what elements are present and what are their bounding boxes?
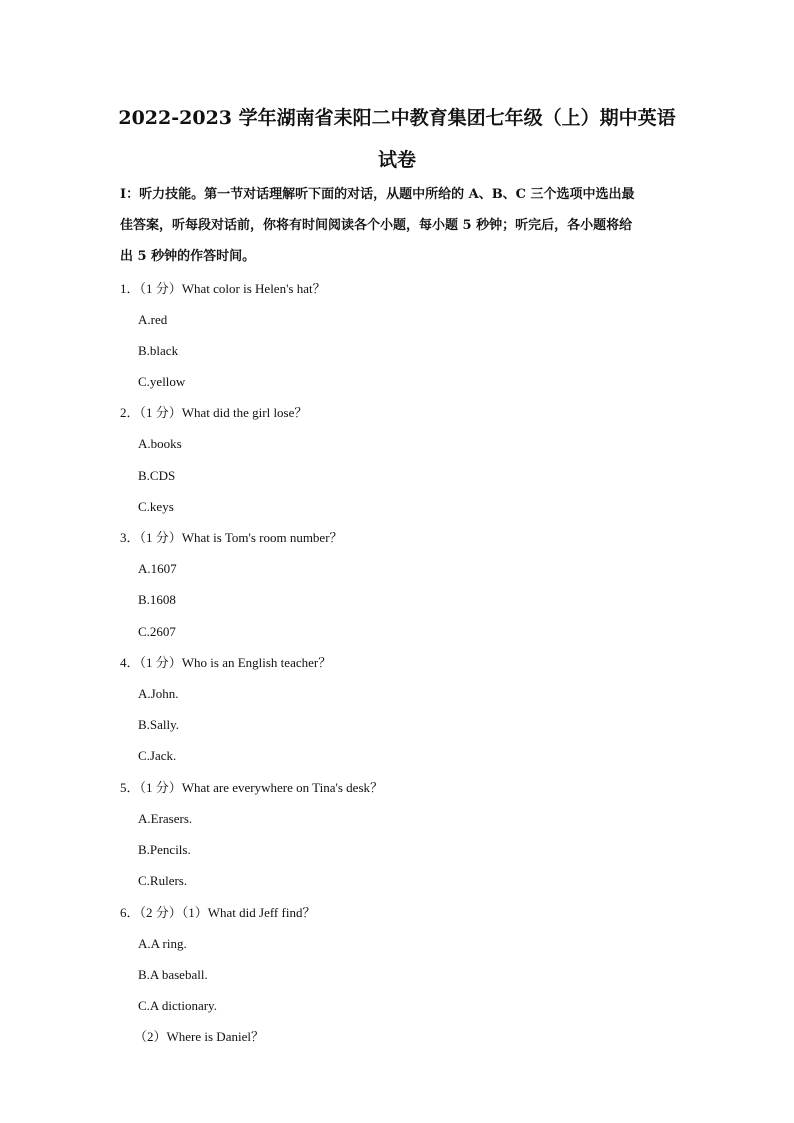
question-3-stem: 3．（1 分）What is Tom's room number？ xyxy=(120,530,343,545)
question-1-stem: 1．（1 分）What color is Helen's hat？ xyxy=(120,281,326,296)
question-3-option-a: A.1607 xyxy=(138,561,177,576)
question-1-option-c: C.yellow xyxy=(138,374,186,389)
question-6-option-a: A.A ring. xyxy=(138,936,187,951)
question-5-stem: 5．（1 分）What are everywhere on Tina's desk？ xyxy=(120,780,384,795)
question-3-option-b: B.1608 xyxy=(138,592,176,607)
question-3-option-c: C.2607 xyxy=(138,624,176,639)
question-2-option-c: C.keys xyxy=(138,499,174,514)
instructions-line-2: 佳答案，听每段对话前，你将有时间阅读各个小题，每小题 5 秒钟；听完后，各小题将给 xyxy=(120,218,633,233)
question-6-sub-question-2: （2）Where is Daniel？ xyxy=(134,1029,264,1044)
exam-title-line-2: 试卷 xyxy=(377,149,416,171)
question-1-option-a: A.red xyxy=(138,312,168,327)
question-4-option-b: B.Sally. xyxy=(138,717,180,732)
question-6-option-b: B.A baseball. xyxy=(138,967,208,982)
question-4-option-a: A.John. xyxy=(138,686,179,701)
instructions-line-3: 出 5 秒钟的作答时间。 xyxy=(120,249,256,264)
question-5-option-c: C.Rulers. xyxy=(138,873,188,888)
question-4-option-c: C.Jack. xyxy=(138,748,177,763)
question-1-option-b: B.black xyxy=(138,343,179,358)
exam-title-line-1: 2022-2023 学年湖南省耒阳二中教育集团七年级（上）期中英语 xyxy=(118,107,676,129)
question-2-stem: 2．（1 分）What did the girl lose？ xyxy=(120,405,308,420)
question-2-option-b: B.CDS xyxy=(138,468,176,483)
instructions-line-1: I：听力技能。第一节对话理解听下面的对话，从题中所给的 A、B、C 三个选项中选出最 xyxy=(120,187,635,202)
question-6-option-c: C.A dictionary. xyxy=(138,998,217,1013)
question-2-option-a: A.books xyxy=(138,436,182,451)
question-5-option-b: B.Pencils. xyxy=(138,842,191,857)
question-5-option-a: A.Erasers. xyxy=(138,811,193,826)
question-6-stem: 6．（2 分）（1）What did Jeff find？ xyxy=(120,905,316,920)
question-4-stem: 4．（1 分）Who is an English teacher？ xyxy=(120,655,332,670)
